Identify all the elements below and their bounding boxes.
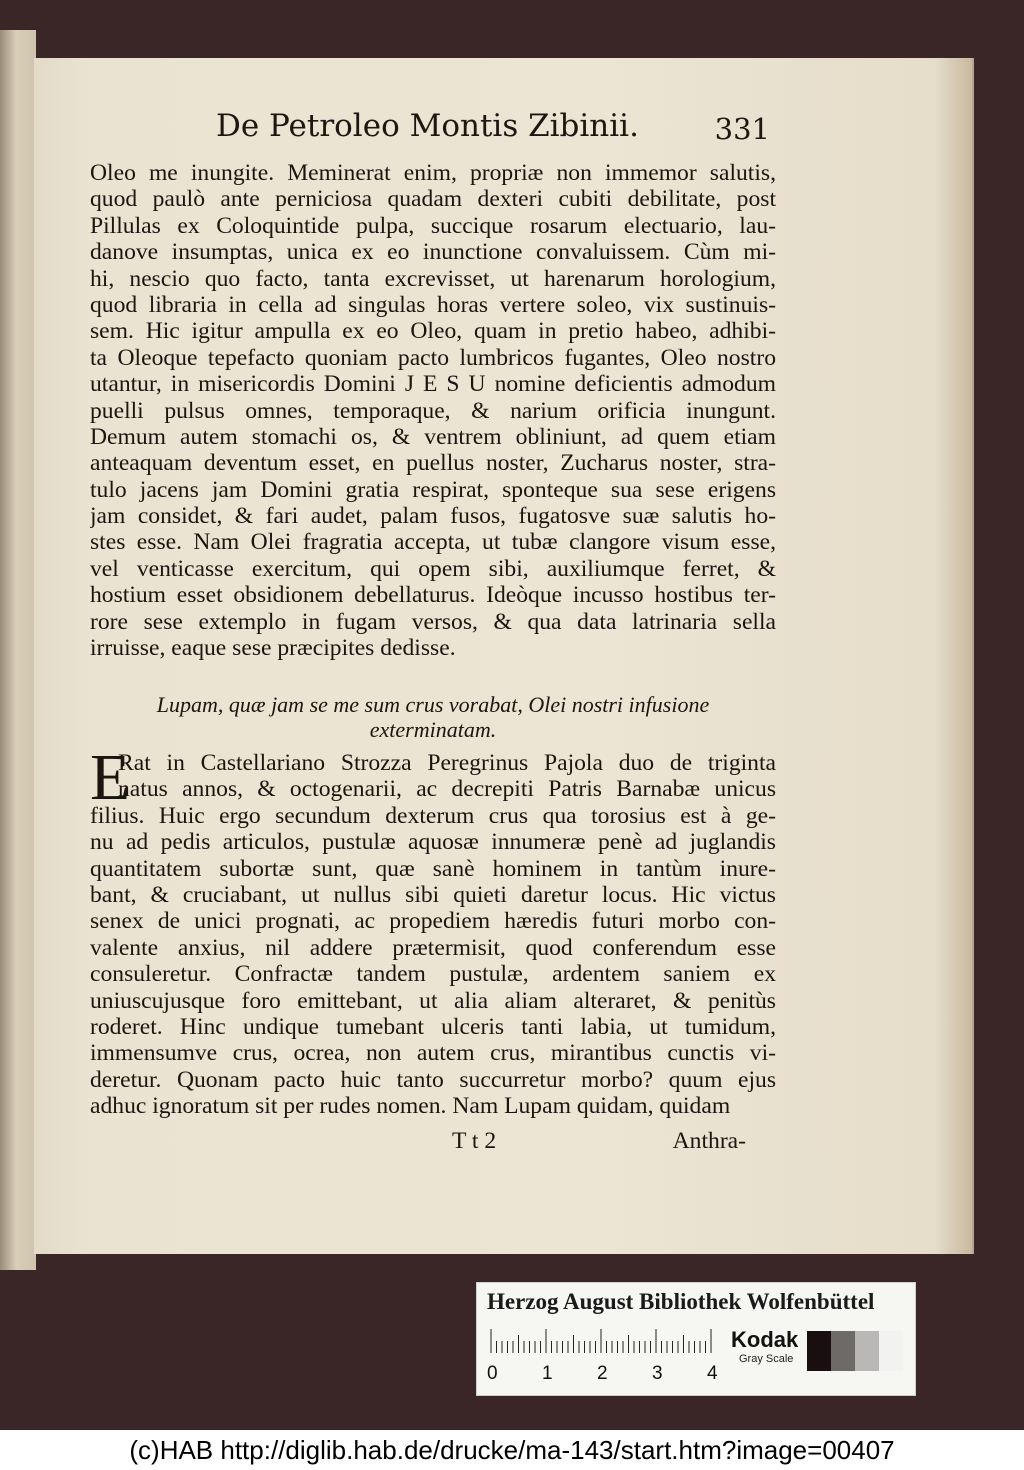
gray-swatch [807,1331,831,1371]
ruler-number: 4 [707,1363,718,1384]
text-line: roderet. Hinc undique tumebant ulceris tanti labia, ut tumidum, [90,1013,776,1040]
gray-swatch [879,1331,903,1371]
text-line: sem. Hic igitur ampulla ex eo Oleo, quam in pretio habeo, adhibi- [90,318,776,345]
page-footer [90,1128,776,1156]
citation-footer: (c)HAB http://diglib.hab.de/drucke/ma-143/start.htm?image=00407 [0,1430,1024,1470]
catchword: Anthra- [672,1128,746,1154]
text-line: puelli pulsus omnes, temporaque, & narium orificia inungunt. [90,397,776,424]
text-line: natus annos, & octogenarii, ac decrepiti Patris Barnabæ unicus [118,776,776,803]
text-line: danove insumptas, unica ex eo inunctione convaluissem. Cùm mi- [90,239,776,266]
gray-scale-swatches [807,1331,903,1371]
text-line: immensumve crus, ocrea, non autem crus, mirantibus cunctis vi- [90,1040,776,1067]
text-line: hi, nescio quo facto, tanta excrevisset, ut harenarum horologium, [90,265,776,292]
text-line: Pillulas ex Coloquintide pulpa, succique rosarum electuario, lau- [90,212,776,239]
text-line: valente anxius, nil addere prætermisit, quod conferendum esse [90,934,776,961]
text-line: ta Oleoque tepefacto quoniam pacto lumbricos fugantes, Oleo nostro [90,344,776,371]
library-name: Herzog August Bibliothek Wolfenbüttel [487,1289,875,1314]
text-line: quod libraria in cella ad singulas horas vertere soleo, vix sustinuis- [90,291,776,318]
text-line: vel venticasse exercitum, qui opem sibi, auxiliumque ferret, & [90,555,776,582]
kodak-logo: Kodak [731,1327,799,1352]
heading-line: exterminatam. [369,717,497,742]
ruler-number: 0 [487,1363,498,1384]
text-line: uniuscujusque foro emittebant, ut alia aliam alteraret, & penitùs [90,987,776,1014]
text-line: irruisse, eaque sese præcipites dedisse. [90,635,456,662]
text-line: rore sese extemplo in fugam versos, & qua data latrinaria sella [90,608,776,635]
text-line: quantitatem subortæ sunt, quæ sanè hominem in tantùm inure- [90,855,776,882]
ruler-number: 3 [652,1363,663,1384]
text-line: quod paulò ante perniciosa quadam dexteri cubiti debilitate, post [90,186,776,213]
ruler-numbers [487,1363,727,1385]
section-heading [90,692,776,742]
text-line: Rat in Castellariano Strozza Peregrinus Pajola duo de triginta [118,750,776,776]
text-line: hostium esset obsidionem debellaturus. Ideòque incusso hostibus ter- [90,582,776,609]
ruler-number: 1 [542,1363,553,1384]
page-header [216,108,776,154]
previous-page-edge [0,30,36,1270]
text-line: Demum autem stomachi os, & ventrem obliniunt, ad quem etiam [90,423,776,450]
drop-capital: E [90,741,131,814]
ruler-scale [489,1327,715,1353]
gray-swatch [855,1331,879,1371]
text-line: consuleretur. Confractæ tandem pustulæ, ardentem saniem ex [90,961,776,988]
text-line: stes esse. Nam Olei fragratia accepta, ut tubæ clangore visum esse, [90,529,776,556]
running-head: De Petroleo Montis Zibinii. [216,108,639,144]
text-line: adhuc ignoratum sit per rudes nomen. Nam Lupam quidam, quidam [90,1093,731,1120]
paragraph-2 [90,741,776,1120]
library-label-card [476,1282,916,1396]
text-line: anteaquam deventum esset, en puellus noster, Zucharus noster, stra- [90,450,776,477]
text-line: jam considet, & fari audet, palam fusos, fugatosve suæ salutis ho- [90,503,776,530]
gray-swatch [831,1331,855,1371]
gray-scale-label: Gray Scale [739,1353,794,1365]
heading-line: Lupam, quæ jam se me sum crus vorabat, Olei nostri infusione [156,692,710,717]
text-line: tulo jacens jam Domini gratia respirat, sponteque sua sese erigens [90,476,776,503]
text-line: deretur. Quonam pacto huic tanto succurretur morbo? quum ejus [90,1066,776,1093]
paragraph-1 [90,160,776,661]
text-line: utantur, in misericordis Domini J E S U nomine deficientis admodum [90,371,776,398]
text-line: bant, & cruciabant, ut nullus sibi quieti daretur locus. Hic victus [90,881,776,908]
ruler-number: 2 [597,1363,608,1384]
text-line: filius. Huic ergo secundum dexterum crus qua torosius est à ge- [90,802,776,829]
text-line: nu ad pedis articulos, pustulæ aquosæ innumeræ penè ad juglandis [90,829,776,856]
page-number: 331 [714,112,770,146]
signature-mark: T t 2 [452,1128,497,1154]
text-line: Oleo me inungite. Meminerat enim, propriæ non immemor salutis, [90,160,776,186]
text-line: senex de unici prognati, ac propediem hæredis futuri morbo con- [90,908,776,935]
